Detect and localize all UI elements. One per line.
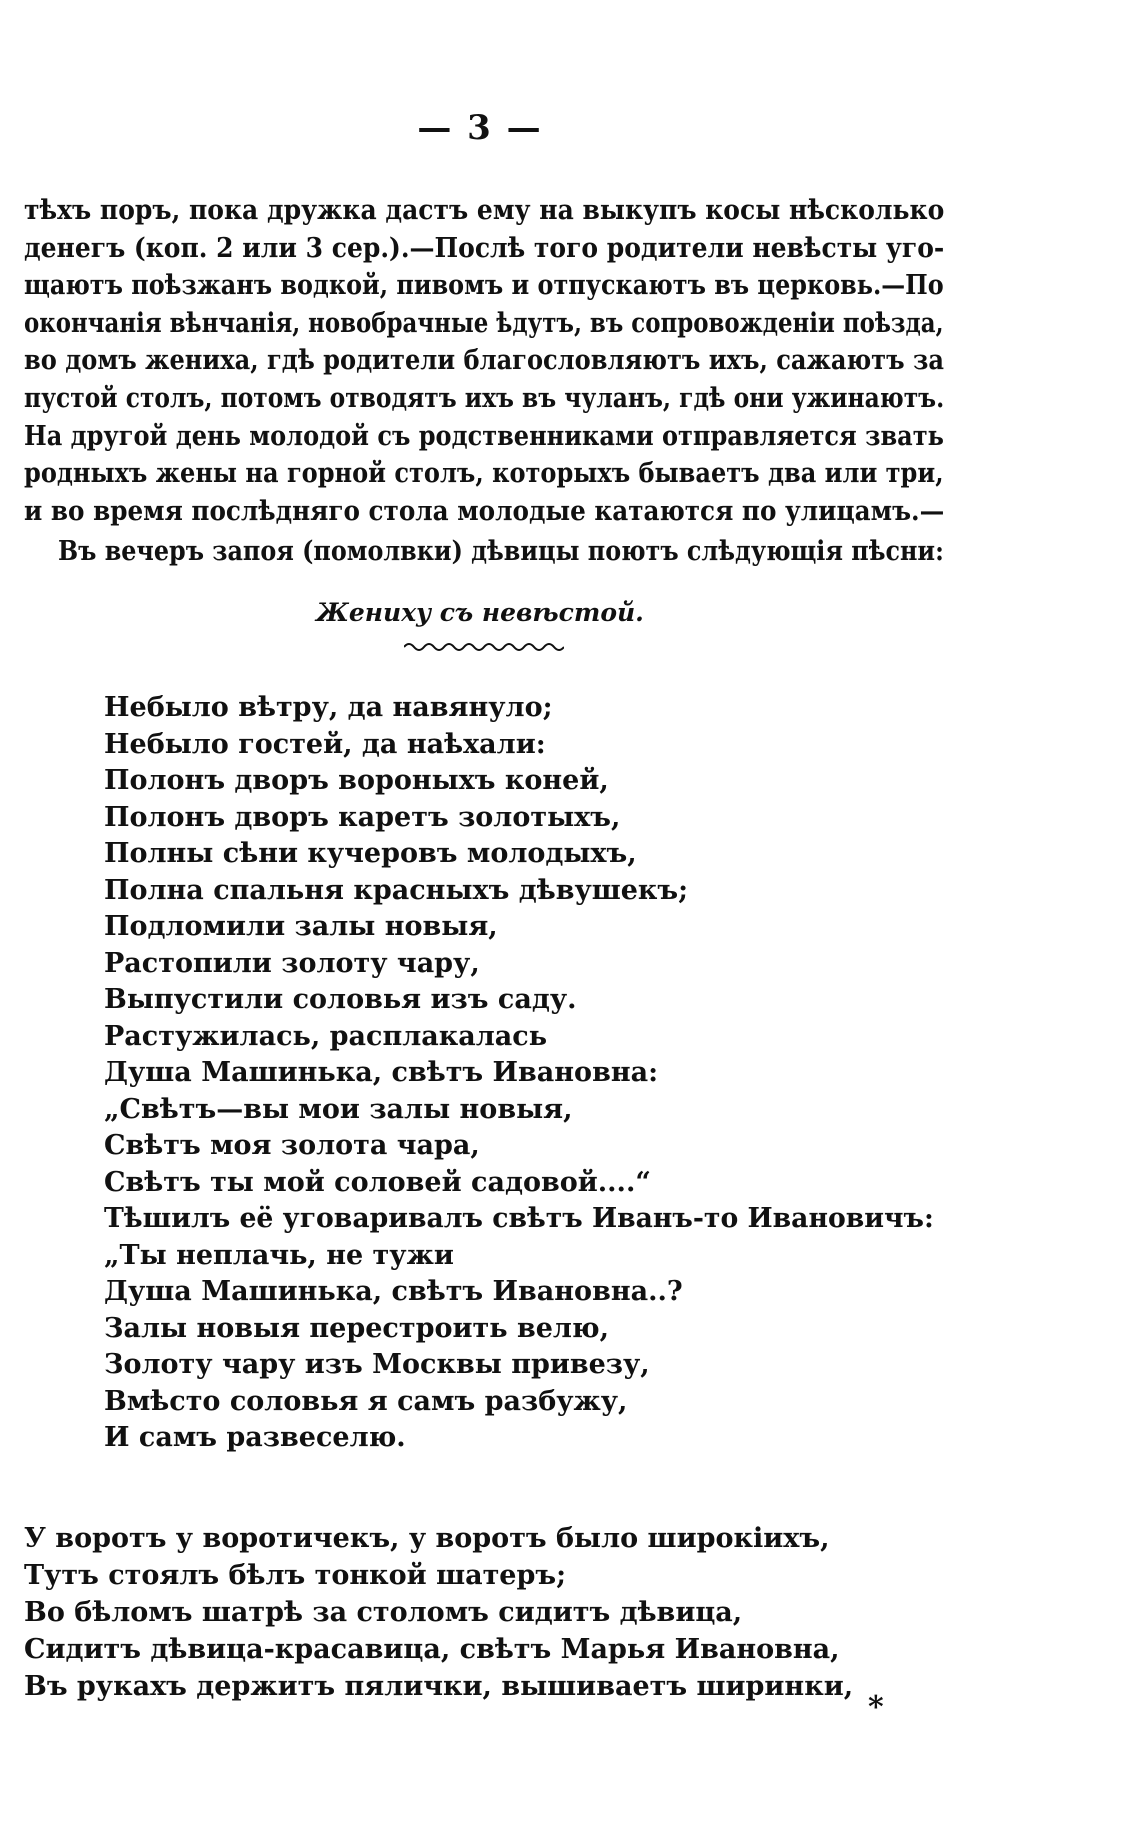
verse-line: Небыло вѣтру, да навянуло; — [104, 692, 553, 723]
verse-line: Полонъ дворъ каретъ золотыхъ, — [104, 801, 621, 833]
second-song — [24, 1520, 853, 1705]
prose-line: На другой день молодой съ родственниками отправляется звать — [24, 420, 944, 452]
verse-line: Залы новыя перестроить велю, — [104, 1312, 610, 1344]
verse-line: И самъ развеселю. — [104, 1422, 406, 1453]
verse-line: Полонъ дворъ вороныхъ коней, — [104, 765, 609, 796]
prose-line: родныхъ жены на горной столъ, которыхъ бываетъ два или три, — [24, 458, 944, 490]
wavy-ornament — [404, 640, 564, 654]
verse-line: Полны сѣни кучеровъ молодыхъ, — [104, 838, 637, 869]
verse-line: Тѣшилъ её уговаривалъ свѣтъ Иванъ-то Ивановичъ: — [104, 1203, 934, 1234]
prose-line: щаютъ поѣзжанъ водкой, пивомъ и отпускаютъ въ церковь.—По — [24, 270, 944, 302]
verse-line: Душа Машинька, свѣтъ Ивановна: — [104, 1057, 659, 1088]
verse-line: „Свѣтъ—вы мои залы новыя, — [104, 1093, 573, 1125]
verse-line: Вмѣсто соловья я самъ разбужу, — [104, 1385, 628, 1417]
intro-line: Въ вечеръ запоя (помолвки) дѣвицы поютъ слѣдующія пѣсни: — [58, 536, 944, 567]
verse-line: Свѣтъ моя золота чара, — [104, 1130, 480, 1161]
signature-mark: * — [868, 1690, 884, 1725]
page-number: — 3 — — [417, 108, 543, 148]
verse-line: Растопили золоту чару, — [104, 947, 480, 979]
verse-line: Золоту чару изъ Москвы привезу, — [104, 1349, 650, 1380]
prose-line: окончанія вѣнчанія, новобрачные ѣдутъ, въ сопровожденіи поѣзда, — [24, 307, 944, 339]
prose-line: пустой столъ, потомъ отводятъ ихъ въ чуланъ, гдѣ они ужинаютъ. — [24, 382, 945, 414]
song-verse — [104, 690, 945, 1457]
prose-line: тѣхъ поръ, пока дружка дастъ ему на выкупъ косы нѣсколько — [24, 195, 945, 226]
verse-line: Сидитъ дѣвица-красавица, свѣтъ Марья Ивановна, — [24, 1634, 840, 1665]
verse-line: Растужилась, расплакалась — [104, 1020, 548, 1052]
section-title: Жениху съ невѣстой. — [316, 598, 644, 627]
prose-line: во домъ жениха, гдѣ родители благословляютъ ихъ, сажаютъ за — [24, 345, 944, 377]
verse-line: Небыло гостей, да наѣхали: — [104, 728, 546, 760]
verse-line: Въ рукахъ держитъ пялички, вышиваетъ ширинки, — [24, 1671, 854, 1702]
verse-line: Во бѣломъ шатрѣ за столомъ сидитъ дѣвица, — [24, 1597, 743, 1628]
prose-line: и во время послѣдняго стола молодые катаются по улицамъ.— — [24, 495, 945, 527]
verse-line: Тутъ стоялъ бѣлъ тонкой шатеръ; — [24, 1560, 567, 1591]
verse-line: Выпустили соловья изъ саду. — [104, 984, 577, 1015]
verse-line: У воротъ у воротичекъ, у воротъ было широкіихъ, — [24, 1523, 830, 1554]
verse-line: „Ты неплачь, не тужи — [104, 1239, 454, 1271]
verse-line: Полна спальня красныхъ дѣвушекъ; — [104, 874, 689, 906]
verse-line: Подломили залы новыя, — [104, 911, 498, 942]
prose-line: денегъ (коп. 2 или 3 сер.).—Послѣ того родители невѣсты уго- — [24, 232, 945, 264]
verse-line: Душа Машинька, свѣтъ Ивановна..? — [104, 1276, 683, 1307]
prose-paragraph — [24, 192, 944, 530]
verse-line: Свѣтъ ты мой соловей садовой....“ — [104, 1166, 651, 1198]
